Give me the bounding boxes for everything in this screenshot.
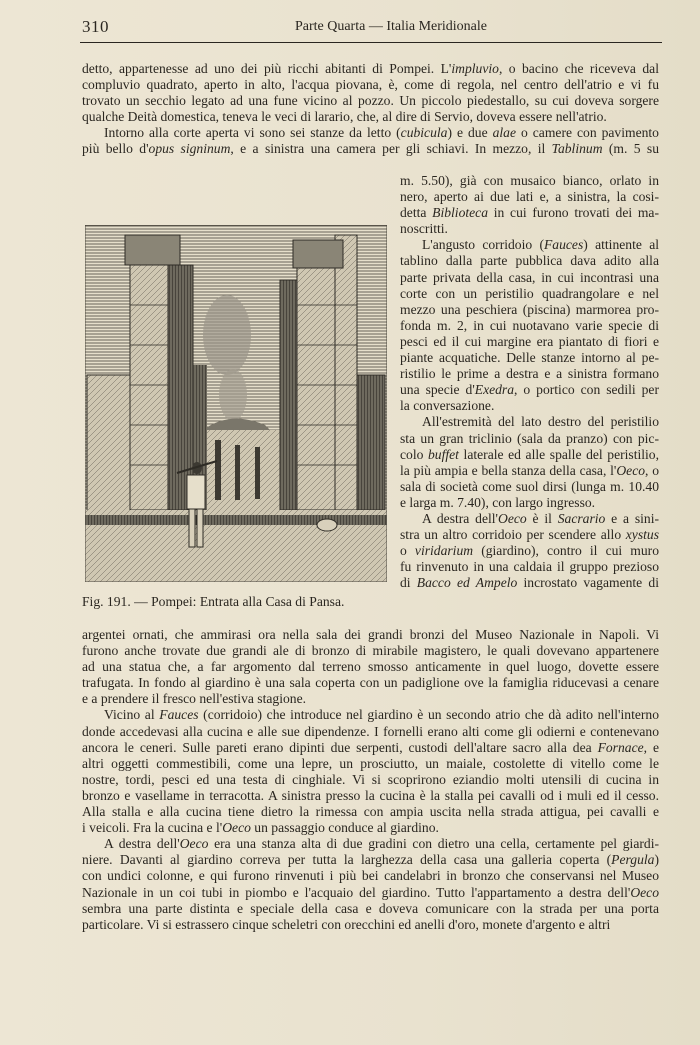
text-run: fonda m. 2, in cui nuotavano varie specie di: [400, 317, 659, 333]
text-run: mezzo una peschiera (piscina) marmorea pro-: [400, 301, 659, 317]
text-line: [400, 559, 659, 575]
text-line: [400, 253, 659, 269]
italic-term: Oeco: [616, 462, 646, 478]
text-run: incrostato vagamente di: [517, 575, 660, 591]
vesuvius-smoke: [203, 295, 251, 375]
text-run: e a prendere il fresco nell'estiva stagione.: [82, 691, 307, 707]
text-line: [400, 479, 659, 495]
italic-term: Tablinum: [551, 141, 603, 157]
italic-term: impluvio: [451, 61, 499, 76]
text-run: (giardino), contro il cui muro: [473, 543, 659, 559]
text-run: qualche Deità domestica, teneva le veci di larario, che, al dire di Servio, doveva essere nell'atrio.: [82, 109, 607, 125]
left-capital: [125, 235, 180, 265]
text-line: [400, 414, 659, 430]
text-line: [82, 707, 659, 723]
text-run: laterale ed alle spalle del peristilio,: [458, 446, 659, 462]
text-run: in cui furono trovati dei ma-: [488, 205, 659, 221]
text-run: , o portico con sedili per: [514, 382, 659, 398]
text-run: detta: [400, 205, 433, 221]
italic-term: Fauces: [544, 237, 584, 253]
text-run: fu rinvenuto in una caldaia il gruppo prezioso: [400, 559, 659, 575]
text-run: e larga m. 7.40), con largo ingresso.: [400, 494, 596, 510]
text-run: parte privata della casa, in cui incontrasi una: [400, 269, 659, 285]
text-run: più bello d': [82, 141, 149, 157]
italic-term: Pergula: [611, 852, 655, 868]
text-run: corte con un peristilio quadrangolare e nel: [400, 285, 659, 301]
text-run: una specie d': [400, 382, 475, 398]
right-capital: [293, 240, 343, 268]
text-line: [82, 675, 659, 691]
text-line: [82, 740, 659, 756]
text-run: compluvio quadrato, aperto in alto, l'acqua piovana, è, come di regola, nel centro dell'atrio e vi fu: [82, 77, 659, 93]
italic-term: Sacrario: [557, 510, 606, 526]
text-line: [400, 237, 659, 253]
italic-term: Fauces: [159, 707, 199, 723]
text-run: ) e due: [447, 125, 493, 141]
text-line: [400, 270, 659, 286]
text-line: [400, 511, 659, 527]
text-line: [400, 543, 659, 559]
text-line: [82, 61, 659, 77]
text-line: [400, 350, 659, 366]
text-line: [400, 527, 659, 543]
text-run: ) attinente al: [583, 237, 659, 253]
text-line: [82, 756, 659, 772]
text-line: [400, 575, 659, 591]
text-run: (m. 5 su: [602, 141, 659, 157]
text-line: [82, 885, 659, 901]
text-run: altri oggetti commestibili, come una lepre, un prosciutto, un maiale, costolette di vitello come le: [82, 755, 659, 771]
text-line: [82, 77, 659, 93]
text-run: ristilio le prime a destra e a sinistra formano: [400, 366, 659, 382]
text-line: [400, 302, 659, 318]
text-line: [82, 125, 659, 141]
italic-term: cubicula: [400, 125, 448, 141]
text-run: , o bacino che riceveva dal: [498, 61, 659, 76]
bottom-paragraphs: [82, 627, 659, 933]
italic-term: Oeco: [498, 510, 527, 526]
page-header: [82, 17, 660, 41]
side-column-text: [400, 173, 659, 591]
text-line: [400, 189, 659, 205]
italic-term: Oeco: [630, 884, 659, 900]
text-line: [400, 463, 659, 479]
text-run: , e a sinistra una camera per gli schiavi. In mezzo, il: [230, 141, 552, 157]
text-line: [400, 431, 659, 447]
italic-term: Oeco: [222, 820, 251, 836]
text-run: donde accedevasi alla cucina e alle sue dipendenze. I fornelli erano alti come gli odierni e contenevano: [82, 723, 659, 739]
text-line: [400, 221, 659, 237]
text-run: detto, appartenesse ad uno dei più ricchi abitanti di Pompei. L': [82, 61, 452, 76]
text-run: sala di società come suol dirsi (lunga m. 10.40: [400, 478, 659, 494]
text-line: [400, 334, 659, 350]
text-run: All'estremità del lato destro del peristilio: [422, 414, 659, 430]
text-run: era una stanza alta di due gradini con dietro una cella, certamente pel giardi-: [208, 836, 659, 852]
text-run: Intorno alla corte aperta vi sono sei stanze da letto (: [104, 125, 401, 141]
text-run: colo: [400, 446, 428, 462]
text-run: pesci ed il cui margine era piantato di fiori e: [400, 333, 659, 349]
text-run: noscritti.: [400, 221, 448, 237]
text-line: [400, 447, 659, 463]
text-line: [82, 820, 659, 836]
text-line: [400, 366, 659, 382]
text-run: trafugata. In fondo al giardino è una sala coperta con un padiglione ove la famiglia riducevasi a cenare: [82, 675, 659, 691]
text-run: o: [400, 543, 415, 559]
text-run: sta un gran triclinio (sala da pranzo) con pic-: [400, 430, 659, 446]
text-line: [82, 852, 659, 868]
text-run: niere. Davanti al giardino correva per tutta la larghezza della casa una galleria coperta (: [82, 852, 612, 868]
italic-term: buffet: [428, 446, 459, 462]
figure-engraving: [85, 225, 387, 582]
italic-term: xystus: [625, 527, 659, 543]
text-line: [400, 318, 659, 334]
text-run: ancora le ceneri. Sulle pareti erano dipinti due serpenti, custodi dell'altare sacro alla dea: [82, 739, 598, 755]
text-run: (corridoio) che introduce nel giardino è un secondo atrio che dà adito nell'interno: [198, 707, 660, 723]
text-run: Nazionale in un coi tubi in piombo e l'acquaio del giardino. Tutto l'appartamento a destra dell': [82, 884, 631, 900]
text-run: tablino dalla parte pubblica dava adito alla: [400, 253, 659, 269]
text-line: [82, 836, 659, 852]
engraving-illustration: [85, 225, 387, 582]
text-line: [400, 382, 659, 398]
text-run: sembra una parte distinta e speciale della casa e doveva comunicare con la strada per una porta: [82, 900, 659, 916]
header-rule: [80, 42, 662, 43]
text-run: un passaggio conduce al giardino.: [250, 820, 439, 836]
text-run: è il: [526, 510, 558, 526]
text-line: [82, 659, 659, 675]
text-line: [82, 141, 659, 157]
text-run: trovato un secchio legato ad una fune vicino al pozzo. Un piccolo piedestallo, su cui doveva sorgere: [82, 93, 659, 109]
left-wall: [87, 375, 135, 525]
text-line: [82, 627, 659, 643]
italic-term: opus signinum: [148, 141, 231, 157]
text-run: L'angusto corridoio (: [422, 237, 544, 253]
text-run: bronzo e vasellame in terracotta. A sinistra presso la cucina è la stalla pei cavalli od i muli ed il cesso.: [82, 787, 659, 803]
text-line: [82, 93, 659, 109]
right-pillar: [297, 245, 335, 510]
figure-caption: Fig. 191. — Pompei: Entrata alla Casa di Pansa.: [82, 594, 345, 609]
text-line: [82, 109, 659, 125]
italic-term: Bacco ed Ampelo: [416, 575, 518, 591]
text-line: [82, 788, 659, 804]
italic-term: Exedra: [474, 382, 515, 398]
text-run: Vicino al: [104, 707, 160, 723]
text-run: nero, aperto ai due lati e, a sinistra, la cosi-: [400, 189, 659, 205]
text-line: [400, 286, 659, 302]
text-run: di: [400, 575, 417, 591]
text-line: [400, 173, 659, 189]
text-run: e a sini-: [605, 510, 659, 526]
text-run: la più ampia e bella stanza della casa, l': [400, 462, 617, 478]
text-line: [82, 917, 659, 933]
text-run: , e: [643, 739, 659, 755]
text-run: , o: [645, 462, 660, 478]
italic-term: Fornace: [597, 739, 644, 755]
text-run: ad una statua che, a far argomento dal terreno smosso anticamente in quel luogo, dovette essere: [82, 659, 659, 675]
text-line: [82, 901, 659, 917]
italic-term: Biblioteca: [432, 205, 489, 221]
text-run: A destra dell': [422, 510, 498, 526]
page-number: 310: [82, 17, 109, 36]
text-run: m. 5.50), già con musaico bianco, orlato in: [400, 173, 659, 188]
text-run: argentei ornati, che ammirasi ora nella sala dei grandi bronzi del Museo Nazionale in Napoli. Vi: [82, 627, 659, 642]
text-run: furono anche trovate due grandi ale di bronzo di mirabile magistero, le quali dovevano appartenere: [82, 643, 659, 659]
text-run: piante acquatiche. Delle stanze intorno al pe-: [400, 350, 659, 366]
text-line: [82, 724, 659, 740]
text-run: particolare. Vi si estrassero cinque scheletri con orecchini ed anelli d'oro, monete d'argento e altri: [82, 916, 611, 932]
left-pillar: [130, 235, 168, 510]
text-run: A destra dell': [104, 836, 180, 852]
text-run: la conversazione.: [400, 398, 495, 414]
text-line: [82, 804, 659, 820]
text-line: [82, 772, 659, 788]
running-head: Parte Quarta — Italia Meridionale: [294, 19, 488, 34]
italic-term: Oeco: [179, 836, 209, 852]
italic-term: viridarium: [414, 543, 474, 559]
text-line: [82, 643, 659, 659]
text-run: con undici colonne, e qui furono rinvenuti i più bei candelabri in bronzo che conservansi nel Museo: [82, 868, 659, 884]
text-run: o camere con pavimento: [516, 125, 659, 141]
top-paragraphs: [82, 61, 659, 158]
text-line: [400, 495, 659, 511]
text-line: [82, 868, 659, 884]
text-line: [82, 691, 659, 707]
text-run: nostre, tordi, pesci ed una testa di cinghiale. Vi si scoprirono eziandio molti utensili di cucina in: [82, 771, 659, 787]
text-line: [400, 398, 659, 414]
text-run: stra un altro corridoio per scendere allo: [400, 527, 626, 543]
text-run: Alla stalla e alla cucina tiene dietro la rimessa con ampia uscita nella strada attigua, pei cavalli e: [82, 804, 659, 820]
italic-term: alae: [492, 125, 517, 141]
text-run: i veicoli. Fra la cucina e l': [82, 820, 223, 836]
text-line: [400, 205, 659, 221]
text-run: ): [654, 852, 659, 868]
